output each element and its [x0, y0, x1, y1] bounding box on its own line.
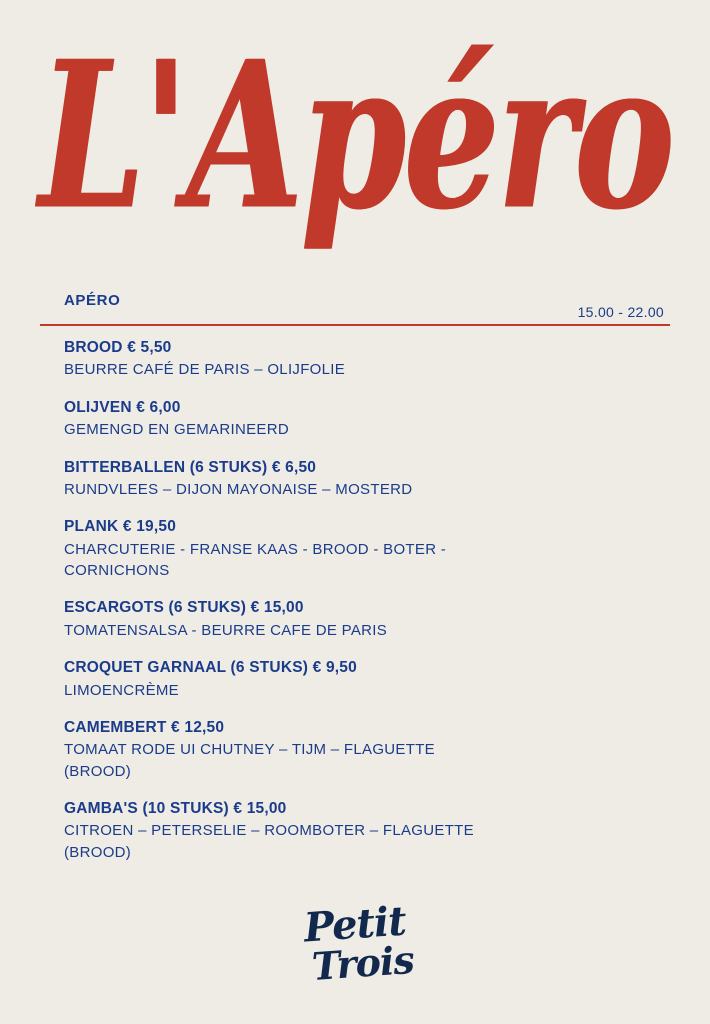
menu-items-list — [64, 337, 674, 879]
restaurant-logo — [0, 18, 710, 268]
footer-logo-line1: Petit — [302, 897, 408, 952]
menu-item — [64, 397, 674, 441]
menu-item-name: OLIJVEN € 6,00 — [64, 398, 181, 416]
menu-item — [64, 597, 674, 641]
footer-logo-line2: Trois — [310, 936, 416, 989]
menu-item-name: BITTERBALLEN (6 STUKS) € 6,50 — [64, 458, 317, 476]
menu-item — [64, 798, 674, 863]
menu-item-name: GAMBA'S (10 STUKS) € 15,00 — [64, 799, 287, 817]
footer-brand-logo — [0, 897, 710, 989]
menu-item-name: PLANK € 19,50 — [64, 518, 177, 536]
section-header — [64, 292, 664, 320]
menu-item-description: TOMATENSALSA - BEURRE CAFE DE PARIS — [64, 621, 388, 639]
section-hours: 15.00 - 22.00 — [577, 304, 664, 320]
menu-item-name: CROQUET GARNAAL (6 STUKS) € 9,50 — [64, 659, 357, 677]
menu-item — [64, 337, 674, 381]
menu-item — [64, 657, 674, 701]
menu-item-name: BROOD € 5,50 — [64, 339, 172, 356]
menu-item-description: BEURRE CAFÉ DE PARIS – OLIJFOLIE — [64, 361, 346, 379]
menu-item-description: RUNDVLEES – DIJON MAYONAISE – MOSTERD — [64, 481, 413, 498]
logo-text: L'Apéro — [38, 17, 672, 256]
menu-item-description: CHARCUTERIE - FRANSE KAAS - BROOD - BOTER - CORNICHONS — [64, 540, 447, 580]
menu-item-description: CITROEN – PETERSELIE – ROOMBOTER – FLAGUETTE (BROOD) — [64, 822, 474, 861]
menu-item — [64, 516, 674, 581]
section-title: APÉRO — [64, 292, 121, 309]
menu-item-name: ESCARGOTS (6 STUKS) € 15,00 — [64, 599, 304, 617]
menu-item-description: LIMOENCRÈME — [64, 681, 179, 699]
section-divider — [40, 324, 670, 326]
menu-item — [64, 457, 674, 501]
menu-item-description: GEMENGD EN GEMARINEERD — [64, 421, 289, 439]
menu-item-name: CAMEMBERT € 12,50 — [64, 718, 225, 736]
menu-item — [64, 717, 674, 782]
menu-item-description: TOMAAT RODE UI CHUTNEY – TIJM – FLAGUETTE (BROOD) — [64, 741, 435, 780]
